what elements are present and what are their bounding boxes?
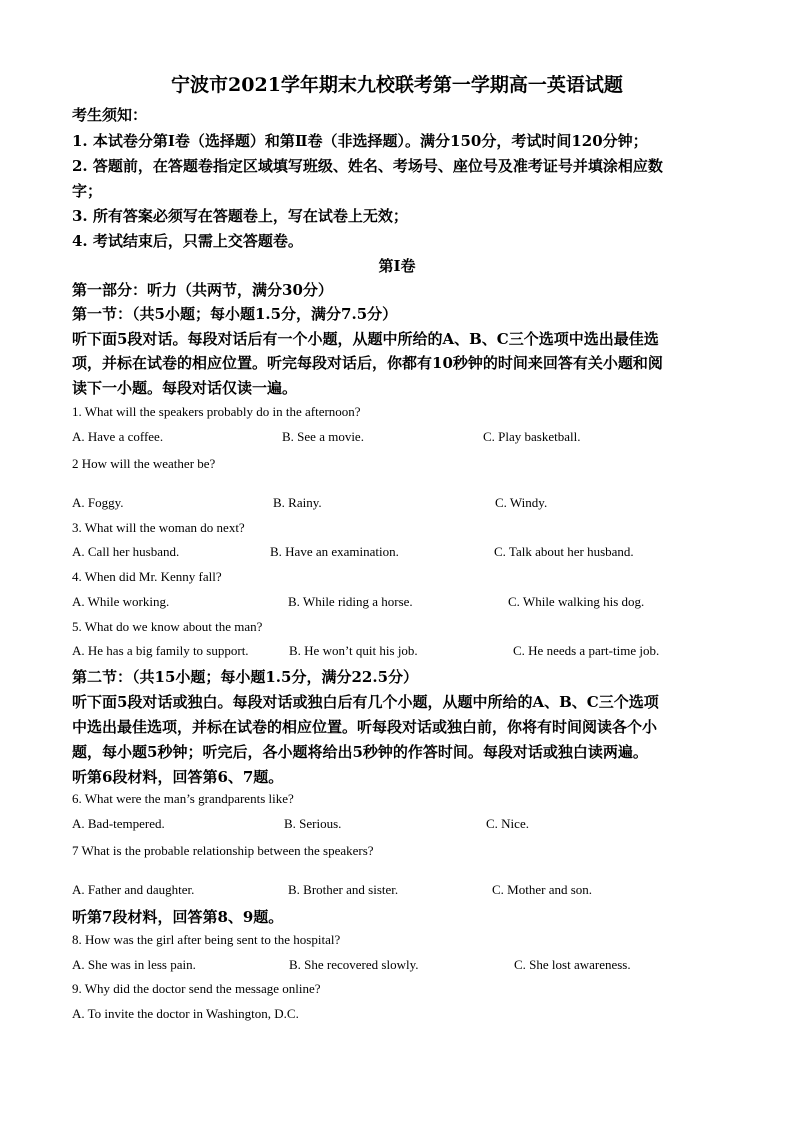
notice-item-2-cont: 字； (72, 182, 103, 200)
notice-item-1: 1. 本试卷分第Ⅰ卷（选择题）和第Ⅱ卷（非选择题）。满分150分，考试时间120分钟； (72, 132, 648, 150)
q1-option-a: A. Have a coffee. (72, 429, 164, 444)
q2-option-b: B. Rainy. (273, 495, 322, 510)
volume-label: 第Ⅰ卷 (378, 257, 416, 275)
q1-option-c: C. Play basketball. (483, 429, 581, 444)
q1-option-b: B. See a movie. (282, 429, 364, 444)
section2-instructions-2: 中选出最佳选项，并标在试卷的相应位置。听每段对话或独白前，你将有时间阅读各个小 (72, 718, 658, 736)
q7-option-b: B. Brother and sister. (288, 882, 399, 897)
q5-option-b: B. He won’t quit his job. (289, 643, 418, 658)
q9-option-a: A. To invite the doctor in Washington, D.C. (72, 1006, 299, 1021)
notice-item-2: 2. 答题前，在答题卷指定区域填写班级、姓名、考场号、座位号及准考证号并填涂相应数 (72, 157, 663, 175)
q7-option-c: C. Mother and son. (492, 882, 593, 897)
q8-option-c: C. She lost awareness. (514, 957, 631, 972)
question-2: 2 How will the weather be? (72, 456, 216, 471)
section1-instructions-3: 读下一小题。每段对话仅读一遍。 (72, 379, 298, 397)
q6-option-c: C. Nice. (486, 816, 529, 831)
material-6-heading: 听第6段材料，回答第6、7题。 (72, 768, 284, 786)
q4-option-a: A. While working. (72, 594, 170, 609)
q3-option-c: C. Talk about her husband. (494, 544, 634, 559)
question-4: 4. When did Mr. Kenny fall? (72, 569, 222, 584)
section2-instructions-3: 题，每小题5秒钟；听完后，各小题将给出5秒钟的作答时间。每段对话或独白读两遍。 (72, 743, 648, 761)
question-3: 3. What will the woman do next? (72, 520, 245, 535)
q4-option-c: C. While walking his dog. (508, 594, 645, 609)
q3-option-a: A. Call her husband. (72, 544, 180, 559)
q8-option-b: B. She recovered slowly. (289, 957, 419, 972)
q6-option-a: A. Bad-tempered. (72, 816, 165, 831)
section2-heading: 第二节：（共15小题；每小题1.5分，满分22.5分） (72, 668, 419, 686)
question-9: 9. Why did the doctor send the message online? (72, 981, 321, 996)
notice-item-4: 4. 考试结束后，只需上交答题卷。 (72, 232, 303, 250)
q7-option-a: A. Father and daughter. (72, 882, 195, 897)
q2-option-a: A. Foggy. (72, 495, 124, 510)
exam-title: 宁波市2021学年期末九校联考第一学期高一英语试题 (171, 74, 623, 96)
q8-option-a: A. She was in less pain. (72, 957, 196, 972)
section2-instructions-1: 听下面5段对话或独白。每段对话或独白后有几个小题，从题中所给的A、B、C三个选项 (72, 693, 659, 711)
question-5: 5. What do we know about the man? (72, 619, 263, 634)
question-6: 6. What were the man’s grandparents like? (72, 791, 294, 806)
question-1: 1. What will the speakers probably do in the afternoon? (72, 404, 361, 419)
q5-option-a: A. He has a big family to support. (72, 643, 249, 658)
part1-heading: 第一部分：听力（共两节，满分30分） (72, 281, 333, 299)
section1-heading: 第一节：（共5小题；每小题1.5分，满分7.5分） (72, 305, 398, 323)
notice-item-3: 3. 所有答案必须写在答题卷上，写在试卷上无效； (72, 207, 408, 225)
q4-option-b: B. While riding a horse. (288, 594, 413, 609)
material-7-heading: 听第7段材料，回答第8、9题。 (72, 908, 284, 926)
question-7: 7 What is the probable relationship between the speakers? (72, 843, 374, 858)
question-8: 8. How was the girl after being sent to the hospital? (72, 932, 341, 947)
q5-option-c: C. He needs a part-time job. (513, 643, 660, 658)
notice-heading: 考生须知： (72, 106, 148, 124)
q3-option-b: B. Have an examination. (270, 544, 399, 559)
q6-option-b: B. Serious. (284, 816, 342, 831)
q2-option-c: C. Windy. (495, 495, 548, 510)
section1-instructions-2: 项，并标在试卷的相应位置。听完每段对话后，你都有10秒钟的时间来回答有关小题和阅 (72, 354, 663, 372)
section1-instructions-1: 听下面5段对话。每段对话后有一个小题，从题中所给的A、B、C三个选项中选出最佳选 (72, 330, 659, 348)
